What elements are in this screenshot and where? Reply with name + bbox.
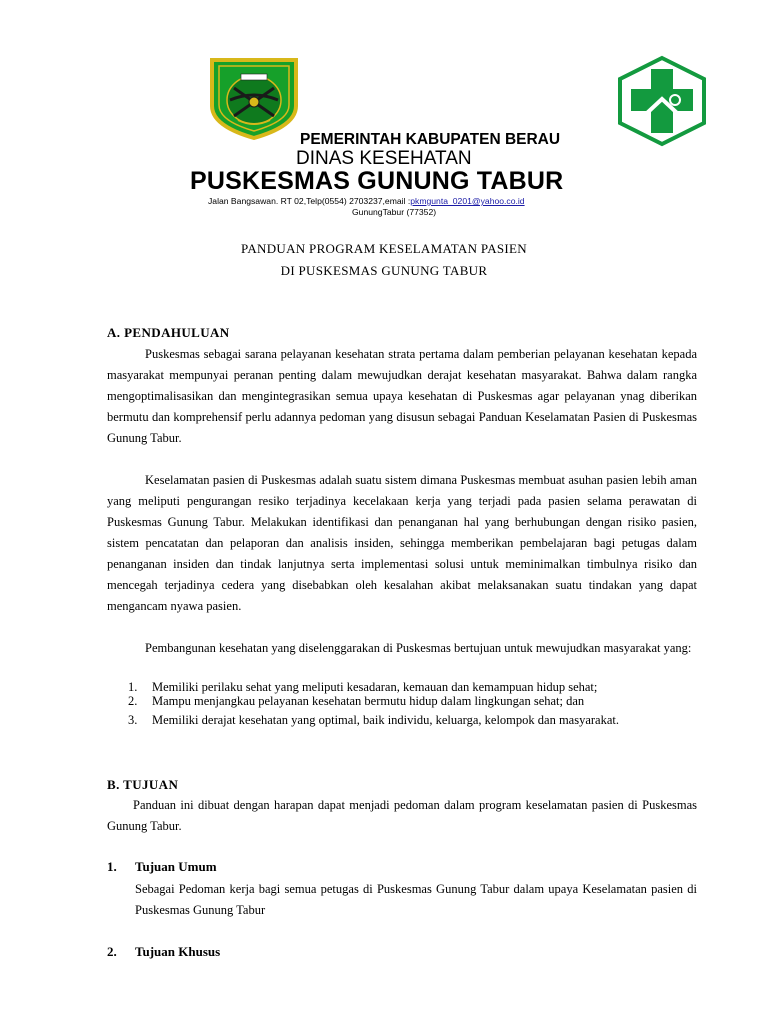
document-title-line-2: DI PUSKESMAS GUNUNG TABUR: [280, 263, 488, 278]
intro-paragraph-3: Pembangunan kesehatan yang diselenggarakan di Puskesmas bertujuan untuk mewujudkan masyarakat yang:: [145, 641, 692, 655]
list-item: [107, 680, 697, 694]
section-b-heading: B. TUJUAN: [107, 777, 179, 792]
goals-list: [107, 680, 697, 732]
institution-name: PUSKESMAS GUNUNG TABUR: [190, 167, 564, 195]
subsection-1-heading: Tujuan Umum: [135, 859, 217, 874]
purpose-paragraph: Panduan ini dibuat dengan harapan dapat menjadi pedoman dalam program keselamatan pasien di Puskesmas Gunung Tabur.: [107, 798, 697, 833]
list-item-text: Memiliki perilaku sehat yang meliputi kesadaran, kemauan dan kemampuan hidup sehat;: [152, 680, 598, 694]
list-item-text: Memiliki derajat kesehatan yang optimal, baik individu, keluarga, kelompok dan masyarakat.: [152, 713, 619, 727]
subsection-2-heading: Tujuan Khusus: [135, 944, 221, 959]
document-title-line-1: PANDUAN PROGRAM KESELAMATAN PASIEN: [241, 241, 527, 256]
intro-paragraph-1: Puskesmas sebagai sarana pelayanan kesehatan strata pertama dalam pemberian pelayanan kesehatan kepada masyarakat mempunyai peranan penting dalam mewujudkan derajat kesehatan masyarakat. Bahwa dalam rangka mengoptimalisasikan dan mengintegrasikan semua upaya kesehatan di Puskesmas agar pelayanan ynag diberikan bermutu dan komprehensif perlu adannya pedoman yang disusun sebagai Panduan Keselamatan Pasien di Puskesmas Gunung Tabur.: [107, 347, 697, 445]
subsection-1-number: 1.: [107, 859, 117, 874]
government-name: PEMERINTAH KABUPATEN BERAU: [300, 131, 561, 148]
list-item-number: 2.: [128, 694, 138, 708]
intro-paragraph-2: Keselamatan pasien di Puskesmas adalah suatu sistem dimana Puskesmas membuat asuhan pasien lebih aman yang meliputi pengurangan resiko terjadinya kecelakaan kerja yang terjadi pada pasien selama perawatan di Puskesmas Gunung Tabur. Melakukan identifikasi dan penanganan hal yang berhubungan dengan risiko pasien, sistem pencatatan dan pelaporan dan analisis insiden, sehingga memberikan pembelajaran bagi petugas dalam penanganan insiden dan tindak lanjutnya serta implementasi solusi untuk meminimalkan timbulnya risiko dan mencegah terjadinya cedera yang disebabkan oleh kesalahan akibat melaksanakan suatu tindakan yang dapat mengancam nyawa pasien.: [107, 473, 697, 613]
city-line: GunungTabur (77352): [352, 207, 437, 217]
address-text: Jalan Bangsawan. RT 02,Telp(0554) 2703237,email :: [208, 196, 411, 206]
list-item: [107, 708, 697, 732]
general-purpose-paragraph: Sebagai Pedoman kerja bagi semua petugas di Puskesmas Gunung Tabur dalam upaya Keselamatan pasien di Puskesmas Gunung Tabur: [135, 882, 697, 917]
puskesmas-cross-logo-icon: [615, 55, 709, 147]
address-line: [208, 196, 525, 206]
department-name: DINAS KESEHATAN: [296, 148, 472, 169]
subsection-2-number: 2.: [107, 944, 117, 959]
list-item-text: Mampu menjangkau pelayanan kesehatan bermutu hidup dalam lingkungan sehat; dan: [152, 694, 585, 708]
list-item: [107, 694, 697, 708]
section-a-heading: A. PENDAHULUAN: [107, 325, 230, 340]
list-item-number: 1.: [128, 680, 138, 694]
kabupaten-berau-emblem-icon: [208, 56, 300, 140]
email-link[interactable]: pkmgunta_0201@yahoo.co.id: [410, 196, 525, 206]
list-item-number: 3.: [128, 713, 138, 727]
